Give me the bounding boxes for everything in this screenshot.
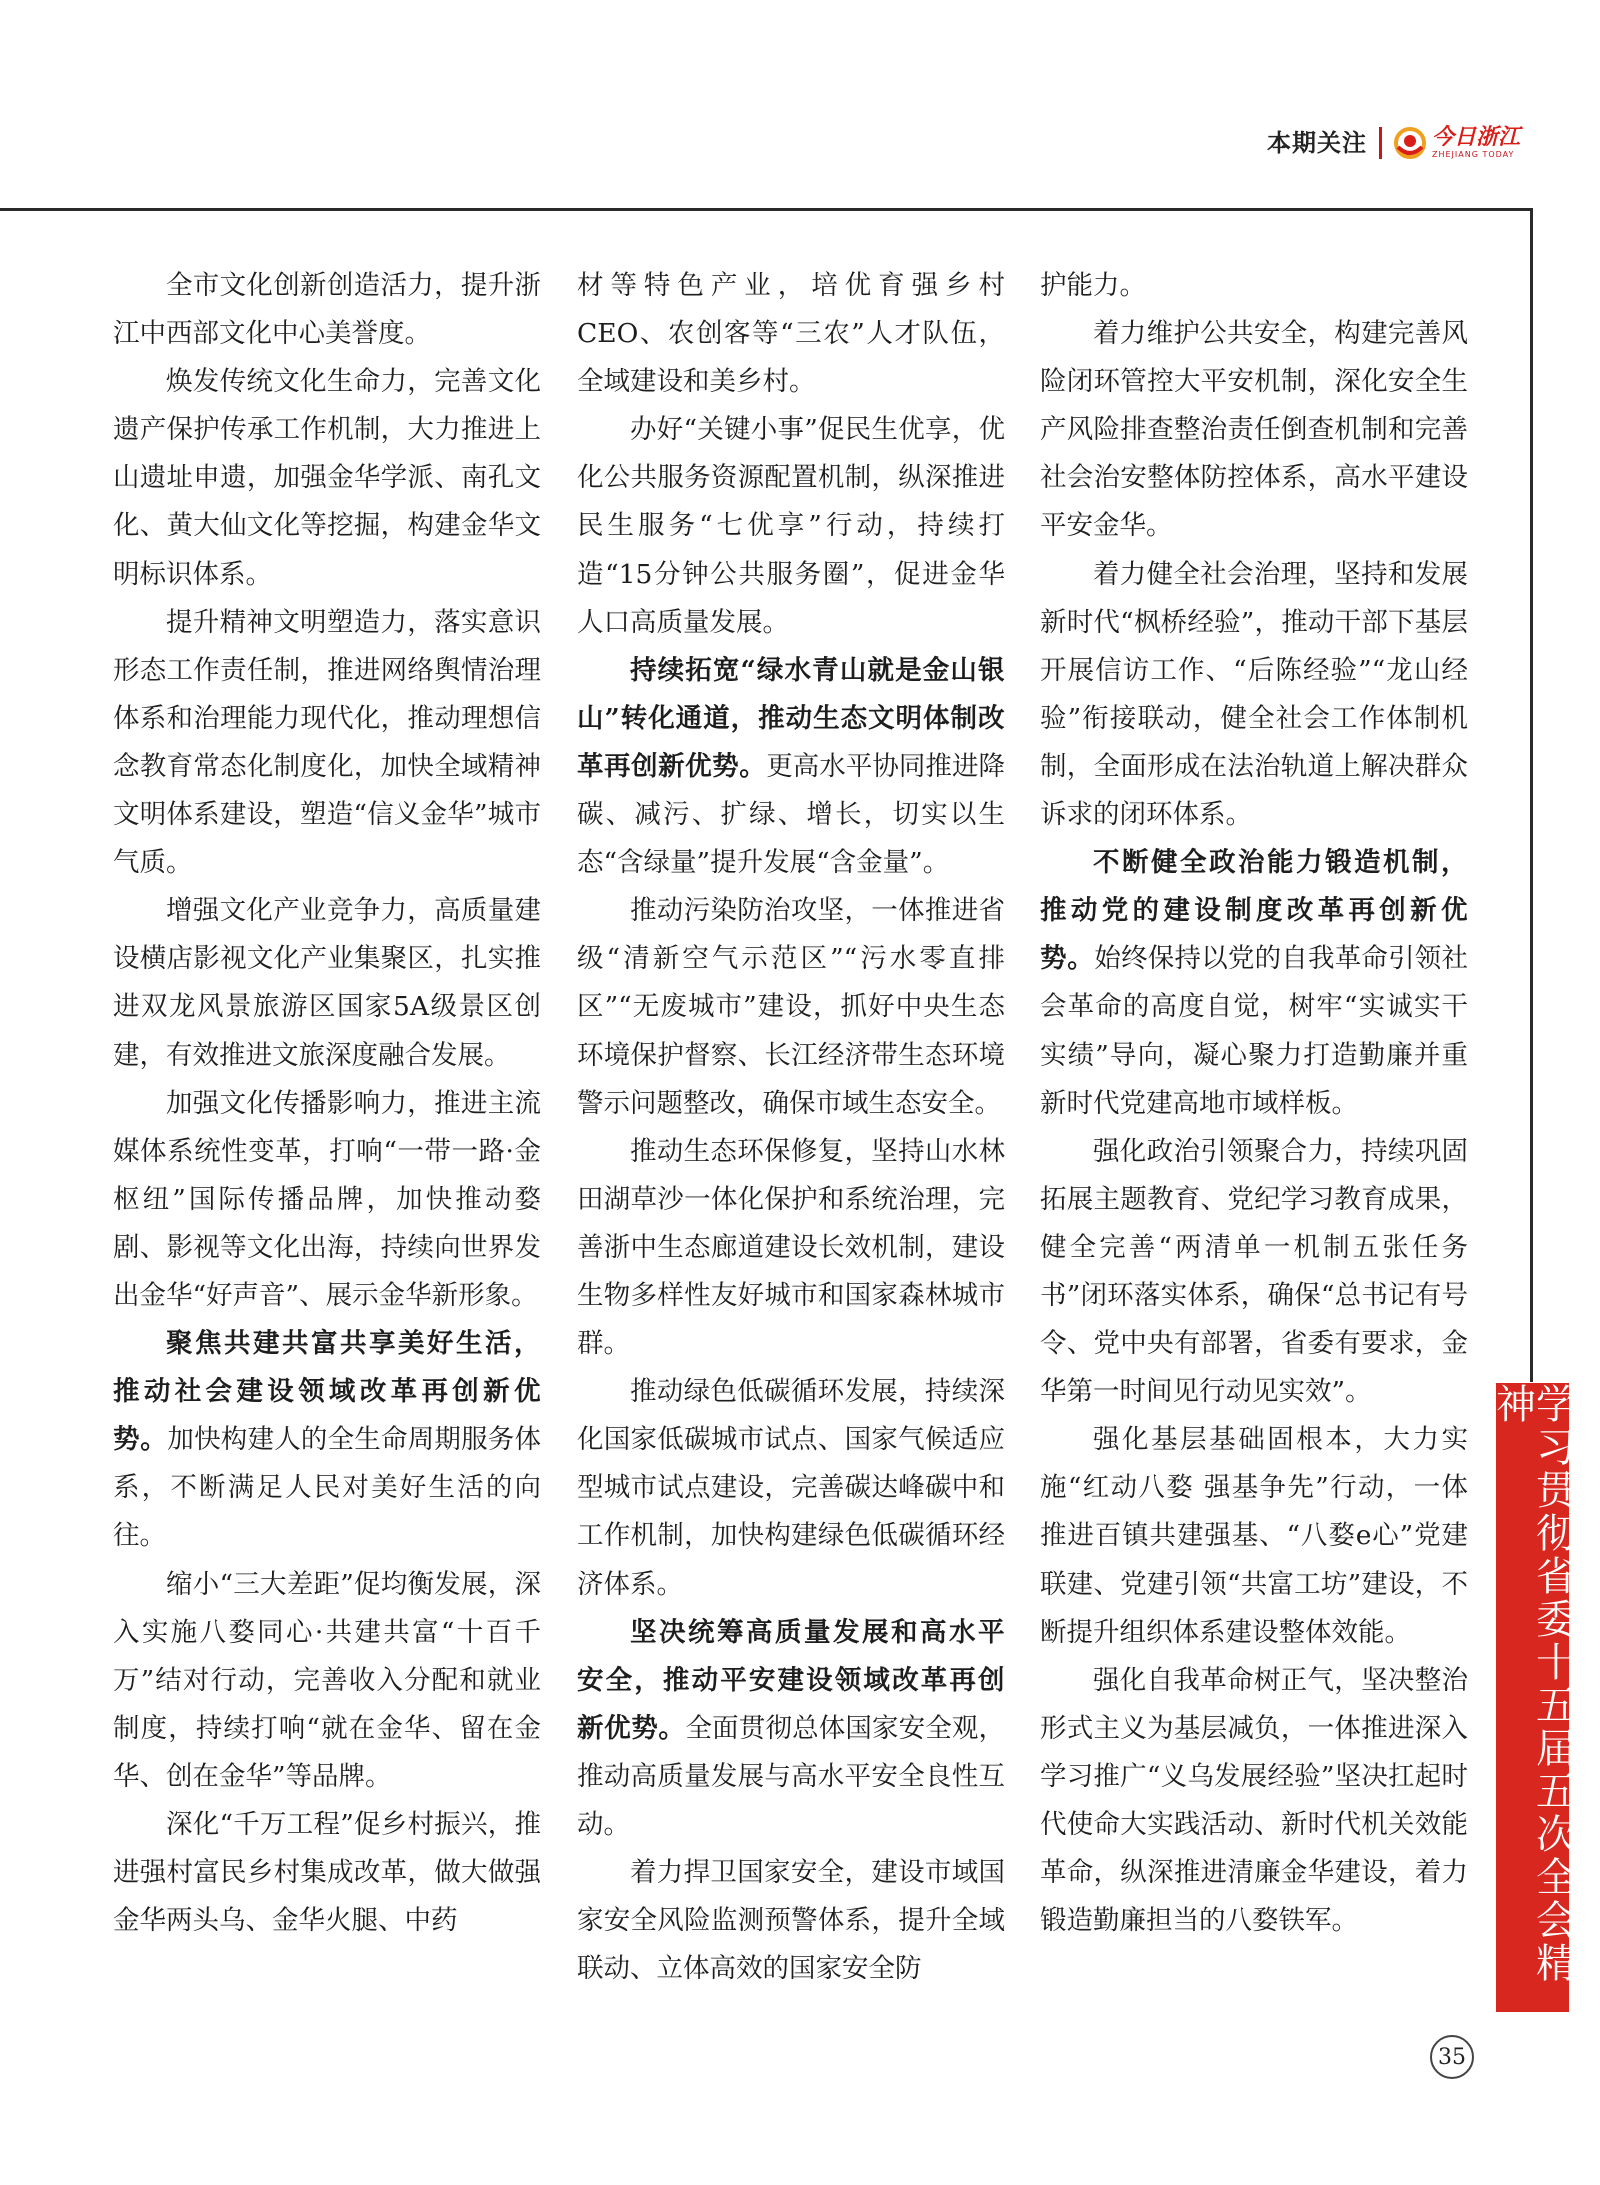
article-paragraph bbox=[577, 887, 1005, 1127]
section-label: 本期关注 bbox=[1266, 129, 1367, 157]
paragraph-text: 着力维护公共安全，构建完善风险闭环管控大平安机制，深化安全生产风险排查整治责任倒查机制和完善社会治安整体防控体系，高水平建设平安金华。 bbox=[1040, 318, 1468, 542]
side-tab-title: 学习贯彻省委十五届五次全会精神 bbox=[1489, 1383, 1576, 1985]
article-paragraph bbox=[577, 1368, 1005, 1608]
article-paragraph bbox=[1040, 1128, 1468, 1417]
article-paragraph bbox=[113, 1801, 541, 1945]
article-paragraph bbox=[113, 1320, 541, 1560]
article-paragraph bbox=[1040, 310, 1468, 550]
frame-right-rule bbox=[1530, 208, 1533, 1382]
paragraph-text: 办好“关键小事”促民生优享，优化公共服务资源配置机制，纵深推进民生服务“七优享”行动，持续打造“15分钟公共服务圈”，促进金华人口高质量发展。 bbox=[577, 414, 1005, 638]
paragraph-lead: 不断健全政治能力锻造机制，推动党的建设制度改革再创新优势。 bbox=[1040, 847, 1468, 975]
paragraph-text: 提升精神文明塑造力，落实意识形态工作责任制，推进网络舆情治理体系和治理能力现代化，推动理想信念教育常态化制度化，加快全域精神文明体系建设，塑造“信义金华”城市气质。 bbox=[113, 606, 541, 879]
article-paragraph bbox=[577, 647, 1005, 887]
article-paragraph bbox=[113, 599, 541, 888]
text-column-3 bbox=[1040, 262, 1468, 1945]
paragraph-text: 始终保持以党的自我革命引领社会革命的高度自觉，树牢“实诚实干实绩”导向，凝心聚力打造勤廉并重新时代党建高地市域样板。 bbox=[1040, 943, 1469, 1119]
page-header bbox=[1180, 120, 1520, 166]
article-paragraph bbox=[577, 1609, 1005, 1849]
page-number: 35 bbox=[1430, 2035, 1474, 2079]
paragraph-text: 着力捍卫国家安全，建设市域国家安全风险监测预警体系，提升全域联动、立体高效的国家安全防 bbox=[577, 1857, 1005, 1985]
magazine-logo bbox=[1392, 125, 1520, 161]
paragraph-text: 护能力。 bbox=[1040, 270, 1146, 301]
article-paragraph bbox=[113, 887, 541, 1079]
header-divider bbox=[1379, 127, 1382, 159]
paragraph-text: 更高水平协同推进降碳、减污、扩绿、增长，切实以生态“含绿量”提升发展“含金量”。 bbox=[577, 750, 1006, 879]
paragraph-text: 强化政治引领聚合力，持续巩固拓展主题教育、党纪学习教育成果，健全完善“两清单一机制五张任务书”闭环落实体系，确保“总书记有号令、党中央有部署，省委有要求，金华第一时间见行动见实效”。 bbox=[1040, 1135, 1468, 1408]
article-paragraph bbox=[113, 358, 541, 598]
logo-english-text: ZHEJIANG TODAY bbox=[1431, 150, 1515, 159]
paragraph-text: 推动污染防治攻坚，一体推进省级“清新空气示范区”“污水零直排区”“无废城市”建设，抓好中央生态环境保护督察、长江经济带生态环境警示问题整改，确保市域生态安全。 bbox=[577, 895, 1005, 1119]
logo-chinese-text: 今日浙江 bbox=[1431, 125, 1520, 150]
article-paragraph bbox=[577, 406, 1005, 646]
text-column-1 bbox=[113, 262, 541, 1945]
paragraph-text: 缩小“三大差距”促均衡发展，深入实施八婺同心·共建共富“十百千万”结对行动，完善收入分配和就业制度，持续打响“就在金华、留在金华、创在金华”等品牌。 bbox=[113, 1568, 541, 1792]
article-paragraph bbox=[1040, 262, 1468, 310]
article-paragraph bbox=[577, 1128, 1005, 1368]
paragraph-text: 增强文化产业竞争力，高质量建设横店影视文化产业集聚区，扎实推进双龙风景旅游区国家5A级景区创建，有效推进文旅深度融合发展。 bbox=[113, 895, 541, 1071]
article-paragraph bbox=[1040, 551, 1468, 840]
article-paragraph bbox=[577, 1849, 1005, 1993]
article-paragraph bbox=[113, 1080, 541, 1320]
paragraph-text: 推动生态环保修复，坚持山水林田湖草沙一体化保护和系统治理，完善浙中生态廊道建设长效机制，建设生物多样性友好城市和国家森林城市群。 bbox=[577, 1135, 1005, 1360]
paragraph-text: 推动绿色低碳循环发展，持续深化国家低碳城市试点、国家气候适应型城市试点建设，完善碳达峰碳中和工作机制，加快构建绿色低碳循环经济体系。 bbox=[577, 1376, 1005, 1600]
paragraph-text: 加快构建人的全生命周期服务体系，不断满足人民对美好生活的向往。 bbox=[113, 1424, 542, 1552]
paragraph-text: 深化“千万工程”促乡村振兴，推进强村富民乡村集成改革，做大做强金华两头乌、金华火腿、中药 bbox=[113, 1809, 541, 1937]
paragraph-text: 着力健全社会治理，坚持和发展新时代“枫桥经验”，推动干部下基层开展信访工作、“后陈经验”“龙山经验”衔接联动，健全社会工作体制机制，全面形成在法治轨道上解决群众诉求的闭环体系。 bbox=[1040, 558, 1468, 831]
article-paragraph bbox=[1040, 1416, 1468, 1656]
paragraph-lead: 坚决统筹高质量发展和高水平安全，推动平安建设领域改革再创新优势。 bbox=[577, 1616, 1005, 1744]
side-section-tab bbox=[1489, 1383, 1576, 2012]
article-paragraph bbox=[1040, 1657, 1468, 1946]
paragraph-text: 全面贯彻总体国家安全观，推动高质量发展与高水平安全良性互动。 bbox=[577, 1712, 1006, 1840]
frame-top-rule bbox=[0, 208, 1533, 211]
paragraph-text: 全市文化创新创造活力，提升浙江中西部文化中心美誉度。 bbox=[113, 270, 541, 350]
paragraph-lead: 持续拓宽“绿水青山就是金山银山”转化通道，推动生态文明体制改革再创新优势。 bbox=[577, 654, 1005, 782]
article-paragraph bbox=[577, 262, 1005, 406]
text-column-2 bbox=[577, 262, 1005, 1993]
paragraph-text: 材等特色产业，培优育强乡村CEO、农创客等“三农”人才队伍，全域建设和美乡村。 bbox=[577, 270, 1005, 398]
article-paragraph bbox=[1040, 839, 1468, 1128]
article-paragraph bbox=[113, 1561, 541, 1801]
paragraph-text: 强化基层基础固根本，大力实施“红动八婺 强基争先”行动，一体推进百镇共建强基、“八婺e心”党建联建、党建引领“共富工坊”建设，不断提升组织体系建设整体效能。 bbox=[1040, 1424, 1468, 1648]
paragraph-text: 加强文化传播影响力，推进主流媒体系统性变革，打响“一带一路·金枢纽”国际传播品牌，加快推动婺剧、影视等文化出海，持续向世界发出金华“好声音”、展示金华新形象。 bbox=[113, 1087, 541, 1311]
article-paragraph bbox=[113, 262, 541, 358]
paragraph-lead: 聚焦共建共富共享美好生活，推动社会建设领域改革再创新优势。 bbox=[113, 1328, 541, 1456]
logo-sun-icon bbox=[1392, 125, 1428, 161]
paragraph-text: 强化自我革命树正气，坚决整治形式主义为基层减负，一体推进深入学习推广“义乌发展经验”坚决扛起时代使命大实践活动、新时代机关效能革命，纵深推进清廉金华建设，着力锻造勤廉担当的八婺铁军。 bbox=[1040, 1664, 1468, 1937]
paragraph-text: 焕发传统文化生命力，完善文化遗产保护传承工作机制，大力推进上山遗址申遗，加强金华学派、南孔文化、黄大仙文化等挖掘，构建金华文明标识体系。 bbox=[113, 366, 541, 590]
